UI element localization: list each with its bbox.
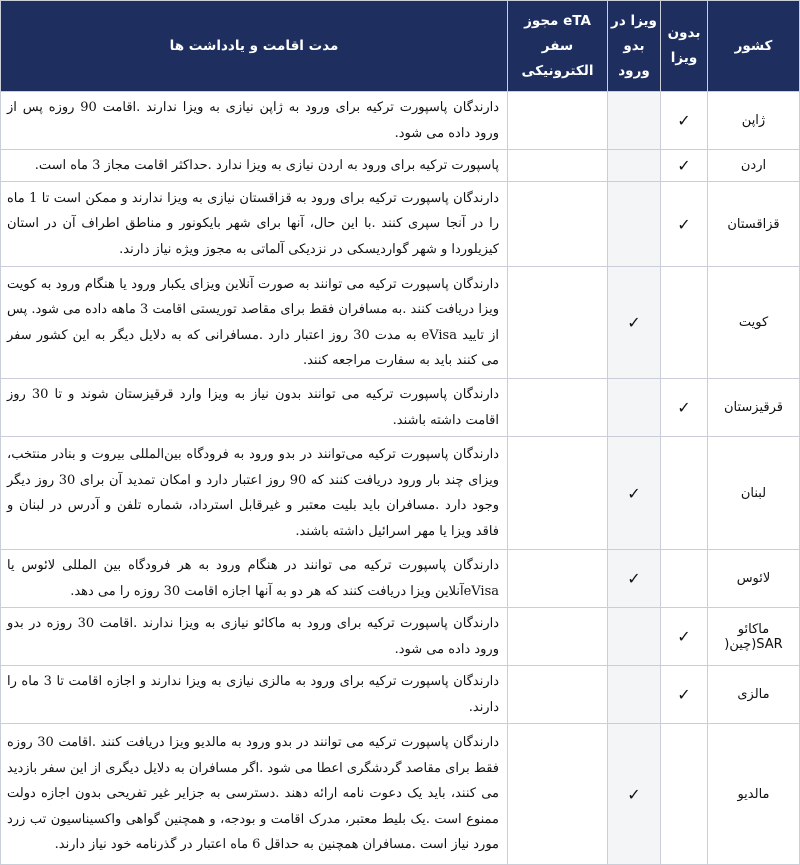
country-cell: قرقیزستان — [708, 379, 800, 437]
visa-free-check: ✓ — [661, 379, 708, 437]
visa-free-check: ✓ — [661, 182, 708, 267]
visa-free-check — [661, 437, 708, 550]
visa-free-check — [661, 267, 708, 379]
country-cell: اردن — [708, 150, 800, 182]
eta-check — [508, 150, 608, 182]
country-cell: قزاقستان — [708, 182, 800, 267]
country-cell: مالزی — [708, 666, 800, 724]
visa-on-arrival-check: ✓ — [608, 437, 661, 550]
country-cell: ماکائو SAR(چین( — [708, 608, 800, 666]
eta-check — [508, 437, 608, 550]
table-row — [1, 379, 800, 437]
visa-free-check: ✓ — [661, 150, 708, 182]
visa-free-check: ✓ — [661, 92, 708, 150]
header-notes: مدت اقامت و یادداشت ها — [1, 1, 508, 92]
table-row — [1, 666, 800, 724]
visa-free-check — [661, 550, 708, 608]
notes-cell: دارندگان پاسپورت ترکیه می توانند بدون نیاز به ویزا وارد قرقیزستان شوند و تا 30 روز اقامت داشته باشند. — [1, 379, 508, 437]
visa-on-arrival-check: ✓ — [608, 550, 661, 608]
eta-check — [508, 550, 608, 608]
table-header-row — [1, 1, 800, 92]
header-country: کشور — [708, 1, 800, 92]
notes-cell: دارندگان پاسپورت ترکیه برای ورود به مالزی نیازی به ویزا ندارند و اجازه اقامت تا 3 ماه را دارند. — [1, 666, 508, 724]
notes-cell: دارندگان پاسپورت ترکیه می توانند در هنگام ورود به هر فرودگاه بین المللی لائوس یا eVisaآنلاین ویزا دریافت کنند که هر دو به آنها اجازه اقامت 30 روزه را می دهد. — [1, 550, 508, 608]
notes-cell: دارندگان پاسپورت ترکیه برای ورود به ژاپن نیازی به ویزا ندارند .اقامت 90 روزه پس از ورود داده می شود. — [1, 92, 508, 150]
notes-cell: دارندگان پاسپورت ترکیه می‌توانند در بدو ورود به فرودگاه بین‌المللی بیروت و بنادر منتخب، ویزای چند بار ورود دریافت کنند که 90 روز اعتبار دارد و امکان تمدید آن برای 30 روز دیگر وجود دارد .مسافران باید بلیت معتبر و غیرقابل استرداد، شماره تلفن و آدرس در لبنان و فاقد ویزا یا مهر اسرائیل داشته باشند. — [1, 437, 508, 550]
notes-cell: دارندگان پاسپورت ترکیه برای ورود به ماکائو نیازی به ویزا ندارند .اقامت 30 روزه در بدو ورود داده می شود. — [1, 608, 508, 666]
visa-on-arrival-check — [608, 182, 661, 267]
header-eta: eTA مجوز سفر الکترونیکی — [508, 1, 608, 92]
eta-check — [508, 724, 608, 865]
eta-check — [508, 182, 608, 267]
table-row — [1, 182, 800, 267]
notes-cell: دارندگان پاسپورت ترکیه می توانند در بدو ورود به مالدیو ویزا دریافت کنند .اقامت 30 روزه فقط برای مقاصد گردشگری اعطا می شود .اگر مسافران به دلایل دیگری از این سفر بازدید می کنند، باید یک دعوت نامه ارائه دهند .دسترسی به جزایر غیر تفریحی بدون اجازه دولت ممنوع است .یک بلیط معتبر، مدرک اقامت و بودجه، و همچنین گواهی واکسیناسیون تب زرد مورد نیاز است .مسافران همچنین به حداقل 6 ماه اعتبار در گذرنامه خود نیاز دارند. — [1, 724, 508, 865]
country-cell: مالدیو — [708, 724, 800, 865]
eta-check — [508, 608, 608, 666]
table-row — [1, 437, 800, 550]
country-cell: لائوس — [708, 550, 800, 608]
visa-on-arrival-check: ✓ — [608, 724, 661, 865]
visa-free-check — [661, 724, 708, 865]
eta-check — [508, 379, 608, 437]
eta-check — [508, 92, 608, 150]
visa-on-arrival-check — [608, 150, 661, 182]
visa-on-arrival-check — [608, 92, 661, 150]
country-cell: کویت — [708, 267, 800, 379]
table-row — [1, 550, 800, 608]
table-row — [1, 150, 800, 182]
table-row — [1, 724, 800, 865]
table-row — [1, 608, 800, 666]
notes-cell: پاسپورت ترکیه برای ورود به اردن نیازی به ویزا ندارد .حداکثر اقامت مجاز 3 ماه است. — [1, 150, 508, 182]
notes-cell: دارندگان پاسپورت ترکیه می توانند به صورت آنلاین ویزای یکبار ورود یا هنگام ورود به کویت ویزا دریافت کنند .به مسافران فقط برای مقاصد توریستی اقامت 3 ماهه داده می شود. پس از تایید eVisa به مدت 30 روز اعتبار دارد .مسافرانی که به دلایل دیگر به این کشور سفر می کنند باید به سفارت مراجعه کنند. — [1, 267, 508, 379]
visa-on-arrival-check — [608, 666, 661, 724]
visa-free-check: ✓ — [661, 608, 708, 666]
header-visa-free: بدون ویزا — [661, 1, 708, 92]
notes-cell: دارندگان پاسپورت ترکیه برای ورود به قزاقستان نیازی به ویزا ندارند و ممکن است تا 1 ماه را در آنجا سپری کنند .با این حال، آنها برای شهر بایکونور و مناطق اطراف آن در استان کیزیلوردا و شهر گواردیسکی در نزدیکی آلماتی به مجوز ویژه نیاز دارند. — [1, 182, 508, 267]
visa-on-arrival-check — [608, 379, 661, 437]
visa-free-check: ✓ — [661, 666, 708, 724]
visa-on-arrival-check: ✓ — [608, 267, 661, 379]
visa-on-arrival-check — [608, 608, 661, 666]
table-row — [1, 92, 800, 150]
country-cell: ژاپن — [708, 92, 800, 150]
eta-check — [508, 666, 608, 724]
country-cell: لبنان — [708, 437, 800, 550]
table-row — [1, 267, 800, 379]
eta-check — [508, 267, 608, 379]
header-visa-on-arrival: ویزا در بدو ورود — [608, 1, 661, 92]
